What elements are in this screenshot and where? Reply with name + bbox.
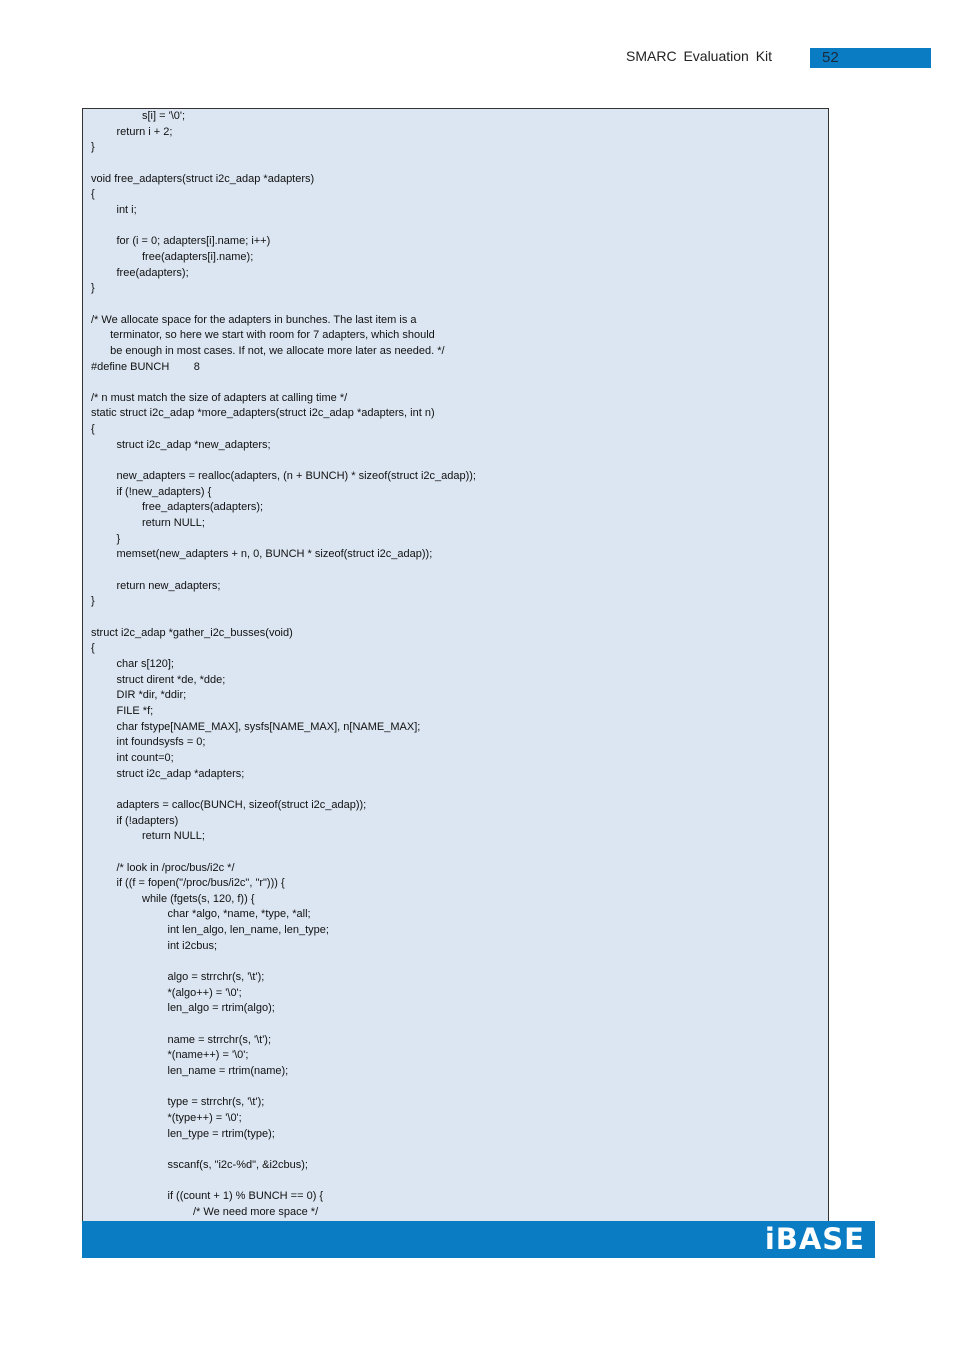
code-listing <box>82 108 829 1222</box>
code-line: if (!new_adapters) { <box>116 485 212 498</box>
code-line: #define BUNCH 8 <box>91 360 200 373</box>
code-line <box>91 297 476 313</box>
code-line: } <box>91 282 95 295</box>
code-line <box>91 954 476 970</box>
code-line: struct i2c_adap *gather_i2c_busses(void) <box>91 626 293 639</box>
code-line: int i2cbus; <box>167 939 218 952</box>
code-line: len_type = rtrim(type); <box>167 1127 275 1140</box>
code-line <box>91 1174 476 1190</box>
code-line: algo = strrchr(s, '\t'); <box>167 971 265 984</box>
code-line: int len_algo, len_name, len_type; <box>167 924 329 937</box>
document-title: SMARC Evaluation Kit <box>626 48 773 64</box>
ibase-logo: iBASE <box>764 1222 865 1256</box>
code-line <box>91 563 476 579</box>
code-line: } <box>91 595 95 608</box>
code-line: char *algo, *name, *type, *all; <box>167 908 311 921</box>
code-line: len_algo = rtrim(algo); <box>167 1002 275 1015</box>
code-line: new_adapters = realloc(adapters, (n + BUNCH) * sizeof(struct i2c_adap)); <box>116 470 476 483</box>
code-line: free(adapters[i].name); <box>142 250 254 263</box>
code-line: be enough in most cases. If not, we allocate more later as needed. */ <box>110 344 445 357</box>
code-line: void free_adapters(struct i2c_adap *adapters) <box>91 172 315 185</box>
code-line: len_name = rtrim(name); <box>167 1065 289 1078</box>
code-line <box>91 845 476 861</box>
code-line: *(algo++) = '\0'; <box>167 986 242 999</box>
code-line <box>91 1017 476 1033</box>
code-line: /* n must match the size of adapters at calling time */ <box>91 391 348 404</box>
code-line <box>91 782 476 798</box>
code-line <box>91 219 476 235</box>
code-line: int count=0; <box>116 751 174 764</box>
code-line: adapters = calloc(BUNCH, sizeof(struct i2c_adap)); <box>116 798 367 811</box>
code-line: struct i2c_adap *new_adapters; <box>116 438 271 451</box>
code-line: terminator, so here we start with room for 7 adapters, which should <box>110 329 435 342</box>
code-line: int foundsysfs = 0; <box>116 736 206 749</box>
code-line: char fstype[NAME_MAX], sysfs[NAME_MAX], n[NAME_MAX]; <box>116 720 421 733</box>
code-line: return NULL; <box>142 517 205 530</box>
code-line: int i; <box>116 203 137 216</box>
page-number-bar <box>810 48 931 68</box>
code-line: } <box>91 141 95 154</box>
code-line: for (i = 0; adapters[i].name; i++) <box>116 235 271 248</box>
code-line: struct i2c_adap *adapters; <box>116 767 245 780</box>
code-line: /* We need more space */ <box>193 1205 319 1218</box>
code-block <box>91 109 476 1221</box>
code-line: *(type++) = '\0'; <box>167 1112 242 1124</box>
code-line: return NULL; <box>142 830 205 843</box>
code-line: return new_adapters; <box>116 579 221 592</box>
code-line: return i + 2; <box>116 125 173 138</box>
code-line: name = strrchr(s, '\t'); <box>167 1033 272 1046</box>
code-line: memset(new_adapters + n, 0, BUNCH * sizeof(struct i2c_adap)); <box>116 548 433 561</box>
code-line: DIR *dir, *ddir; <box>116 689 187 702</box>
code-line <box>91 453 476 469</box>
code-line: /* look in /proc/bus/i2c */ <box>116 861 235 874</box>
code-line: FILE *f; <box>116 704 154 717</box>
code-line <box>91 1080 476 1096</box>
code-line: char s[120]; <box>116 657 174 670</box>
code-line: free_adapters(adapters); <box>142 501 264 514</box>
code-line: if (!adapters) <box>116 814 179 827</box>
code-line: while (fgets(s, 120, f)) { <box>142 892 255 905</box>
code-line <box>91 375 476 391</box>
code-line <box>91 1142 476 1158</box>
code-line: static struct i2c_adap *more_adapters(struct i2c_adap *adapters, int n) <box>91 407 435 420</box>
code-line: { <box>91 188 95 201</box>
code-line <box>91 610 476 626</box>
code-line: free(adapters); <box>116 266 189 279</box>
code-line: if ((count + 1) % BUNCH == 0) { <box>167 1190 324 1203</box>
code-line: if ((f = fopen("/proc/bus/i2c", "r"))) { <box>116 877 285 890</box>
code-line: /* We allocate space for the adapters in bunches. The last item is a <box>91 313 417 326</box>
code-line: { <box>91 423 95 436</box>
page-number: 52 <box>822 49 839 66</box>
code-line: type = strrchr(s, '\t'); <box>167 1096 265 1109</box>
code-line: *(name++) = '\0'; <box>167 1049 249 1062</box>
code-line: s[i] = '\0'; <box>142 110 186 122</box>
footer-bar <box>82 1221 875 1258</box>
code-line: { <box>91 642 95 655</box>
code-line <box>91 156 476 172</box>
code-line: struct dirent *de, *dde; <box>116 673 226 686</box>
code-line: } <box>116 532 121 545</box>
code-line: sscanf(s, "i2c-%d", &i2cbus); <box>167 1158 308 1171</box>
